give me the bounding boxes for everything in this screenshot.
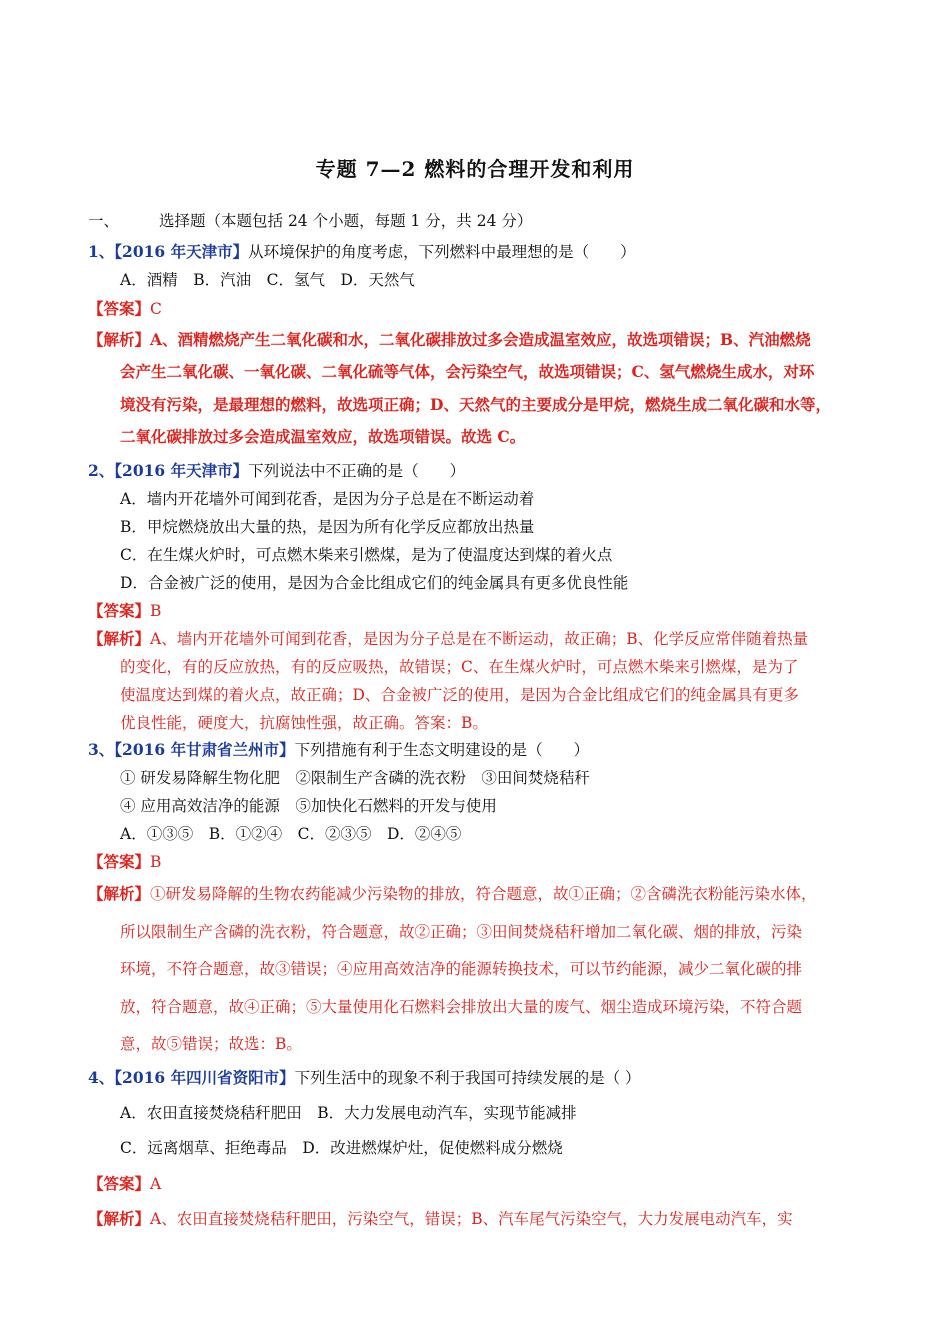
question-number: 1、 [88,242,115,261]
question-2-analysis-line: 优良性能，硬度大，抗腐蚀性强，故正确。答案：B。 [120,714,488,732]
question-1-stem [88,242,636,262]
answer-value: B [150,602,162,620]
question-2-analysis-line [88,629,808,649]
question-2-answer [88,601,161,621]
question-2-option: C．在生煤火炉时，可点燃木柴来引燃煤，是为了使温度达到煤的着火点 [120,546,613,564]
analysis-text: ①研发易降解的生物农药能减少污染物的排放，符合题意，故①正确；②含磷洗衣粉能污染水体， [150,885,817,903]
question-source: 【2016 年甘肃省兰州市】 [114,740,295,759]
section-heading [88,211,532,231]
question-2-option: A．墙内开花墙外可闻到花香，是因为分子总是在不断运动着 [120,490,535,508]
answer-label: 【答案】 [88,299,151,318]
question-2-stem [88,461,465,481]
question-2-analysis-line: 的变化，有的反应放热，有的反应吸热，故错误；C、在生煤火炉时，可点燃木柴来引燃煤，是为了 [120,658,799,676]
question-number: 4、 [88,1068,115,1087]
answer-value: A [150,1175,162,1193]
question-text: 下列说法中不正确的是（ ） [248,462,466,480]
question-2-option: B．甲烷燃烧放出大量的热，是因为所有化学反应都放出热量 [120,518,535,536]
question-3-analysis-line: 所以限制生产含磷的洗衣粉，符合题意，故②正确；③田间焚烧秸秆增加二氧化碳、烟的排放，污染 [120,923,803,941]
question-4-stem [88,1068,641,1088]
analysis-label: 【解析】 [88,1209,151,1228]
question-3-analysis-line: 放，符合题意，故④正确；⑤大量使用化石燃料会排放出大量的废气、烟尘造成环境污染，不符合题 [120,998,803,1016]
page-title: 专题 7—2 燃料的合理开发和利用 [315,157,635,181]
answer-label: 【答案】 [88,1174,151,1193]
analysis-label: 【解析】 [88,330,151,349]
question-4-answer [88,1174,161,1194]
question-1-analysis-line [88,330,811,350]
question-1-analysis-line: 境没有污染，是最理想的燃料，故选项正确；D、天然气的主要成分是甲烷，燃烧生成二氧化碳和水等， [120,395,831,414]
question-number: 3、 [88,740,115,759]
question-4-analysis-line [88,1209,793,1229]
analysis-text: A、酒精燃烧产生二氧化碳和水，二氧化碳排放过多会造成温室效应，故选项错误；B、汽油燃烧 [150,330,811,349]
question-3-analysis-line: 环境，不符合题意，故③错误；④应用高效洁净的能源转换技术，可以节约能源，减少二氧化碳的排 [120,960,803,978]
answer-value: C [150,300,162,318]
analysis-text: A、墙内开花墙外可闻到花香，是因为分子总是在不断运动，故正确；B、化学反应常伴随着热量 [150,630,809,648]
question-3-items: ① 研发易降解生物化肥 ②限制生产含磷的洗衣粉 ③田间焚烧秸秆 [120,769,590,787]
question-3-options: A．①③⑤ B．①②④ C．②③⑤ D．②④⑤ [120,825,462,843]
answer-label: 【答案】 [88,852,151,871]
question-4-option: C．远离烟草、拒绝毒品 D．改进燃煤炉灶，促使燃料成分燃烧 [120,1139,563,1157]
question-source: 【2016 年天津市】 [114,461,249,480]
analysis-label: 【解析】 [88,629,151,648]
answer-value: B [150,853,162,871]
analysis-text: A、农田直接焚烧秸秆肥田，污染空气，错误；B、汽车尾气污染空气，大力发展电动汽车，实 [150,1210,793,1228]
question-number: 2、 [88,461,115,480]
section-text: 选择题（本题包括 24 个小题，每题 1 分，共 24 分） [159,212,533,230]
question-source: 【2016 年天津市】 [114,242,249,261]
section-number: 一、 [88,212,120,230]
question-1-analysis-line: 二氧化碳排放过多会造成温室效应，故选项错误。故选 C。 [120,427,526,446]
question-2-analysis-line: 使温度达到煤的着火点，故正确；D、合金被广泛的使用，是因为合金比组成它们的纯金属具有更多 [120,686,799,704]
answer-label: 【答案】 [88,601,151,620]
analysis-label: 【解析】 [88,884,151,903]
question-text: 下列措施有利于生态文明建设的是（ ） [294,741,590,759]
question-text: 从环境保护的角度考虑，下列燃料中最理想的是（ ） [248,243,636,261]
question-3-analysis-line: 意，故⑤错误；故选：B。 [120,1035,302,1053]
question-1-analysis-line: 会产生二氧化碳、一氧化碳、二氧化硫等气体，会污染空气，故选项错误；C、氢气燃烧生成水，对环 [120,362,815,381]
question-1-answer [88,299,162,319]
question-source: 【2016 年四川省资阳市】 [114,1068,295,1087]
question-3-answer [88,852,161,872]
question-1-options: A．酒精 B．汽油 C．氢气 D．天然气 [120,271,415,289]
question-2-option: D．合金被广泛的使用，是因为合金比组成它们的纯金属具有更多优良性能 [120,574,629,592]
question-3-stem [88,740,589,760]
question-3-items: ④ 应用高效洁净的能源 ⑤加快化石燃料的开发与使用 [120,797,497,815]
question-3-analysis-line [88,884,817,904]
question-text: 下列生活中的现象不利于我国可持续发展的是（ ） [294,1069,641,1087]
question-4-option: A．农田直接焚烧秸秆肥田 B．大力发展电动汽车，实现节能减排 [120,1104,577,1122]
